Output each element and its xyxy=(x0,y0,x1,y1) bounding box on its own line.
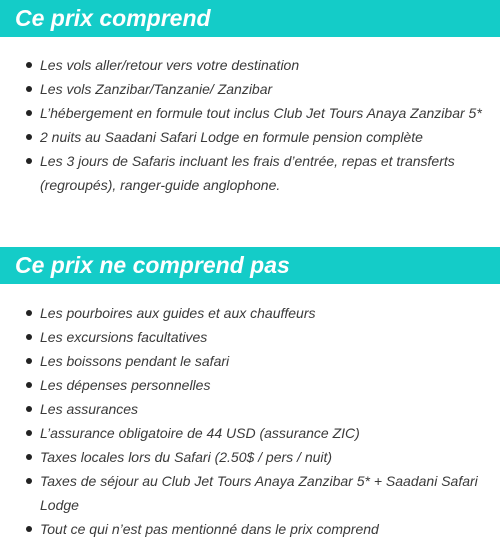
list-item xyxy=(0,469,500,517)
bullet-icon xyxy=(26,526,32,532)
list-item-text: Les pourboires aux guides et aux chauffeurs xyxy=(40,305,316,321)
included-section xyxy=(0,0,500,197)
list-item-text: Tout ce qui n’est pas mentionné dans le prix comprend xyxy=(40,521,379,537)
bullet-icon xyxy=(26,86,32,92)
list-item-text: Les boissons pendant le safari xyxy=(40,353,230,369)
excluded-section xyxy=(0,247,500,541)
list-item-text: Les vols Zanzibar/Tanzanie/ Zanzibar xyxy=(40,81,273,97)
list-item xyxy=(0,445,500,469)
included-list xyxy=(0,53,500,197)
list-item xyxy=(0,77,500,101)
excluded-list xyxy=(0,301,500,541)
list-item xyxy=(0,349,500,373)
bullet-icon xyxy=(26,382,32,388)
bullet-icon xyxy=(26,406,32,412)
list-item-text: Les excursions facultatives xyxy=(40,329,208,345)
list-item xyxy=(0,53,500,77)
list-item-text: Taxes de séjour au Club Jet Tours Anaya Zanzibar 5* + Saadani Safari Lodge xyxy=(40,473,478,513)
included-header: Ce prix comprend xyxy=(0,0,500,37)
bullet-icon xyxy=(26,158,32,164)
list-item xyxy=(0,301,500,325)
list-item-text: Taxes locales lors du Safari (2.50$ / pers / nuit) xyxy=(40,449,333,465)
bullet-icon xyxy=(26,454,32,460)
list-item xyxy=(0,125,500,149)
bullet-icon xyxy=(26,310,32,316)
list-item xyxy=(0,149,500,197)
bullet-icon xyxy=(26,62,32,68)
list-item-text: 2 nuits au Saadani Safari Lodge en formule pension complète xyxy=(40,129,423,145)
list-item xyxy=(0,517,500,541)
list-item-text: Les vols aller/retour vers votre destination xyxy=(40,57,300,73)
list-item-text: Les assurances xyxy=(40,401,139,417)
list-item-text: Les dépenses personnelles xyxy=(40,377,211,393)
list-item-text: L’assurance obligatoire de 44 USD (assurance ZIC) xyxy=(40,425,360,441)
bullet-icon xyxy=(26,334,32,340)
bullet-icon xyxy=(26,110,32,116)
list-item xyxy=(0,101,500,125)
list-item-text: L’hébergement en formule tout inclus Club Jet Tours Anaya Zanzibar 5* xyxy=(40,105,482,121)
list-item xyxy=(0,397,500,421)
bullet-icon xyxy=(26,478,32,484)
list-item xyxy=(0,325,500,349)
bullet-icon xyxy=(26,134,32,140)
bullet-icon xyxy=(26,358,32,364)
list-item xyxy=(0,373,500,397)
excluded-header: Ce prix ne comprend pas xyxy=(0,247,500,284)
list-item-text: Les 3 jours de Safaris incluant les frais d’entrée, repas et transferts (regroupés), ranger-guide anglophone. xyxy=(40,153,455,193)
bullet-icon xyxy=(26,430,32,436)
list-item xyxy=(0,421,500,445)
